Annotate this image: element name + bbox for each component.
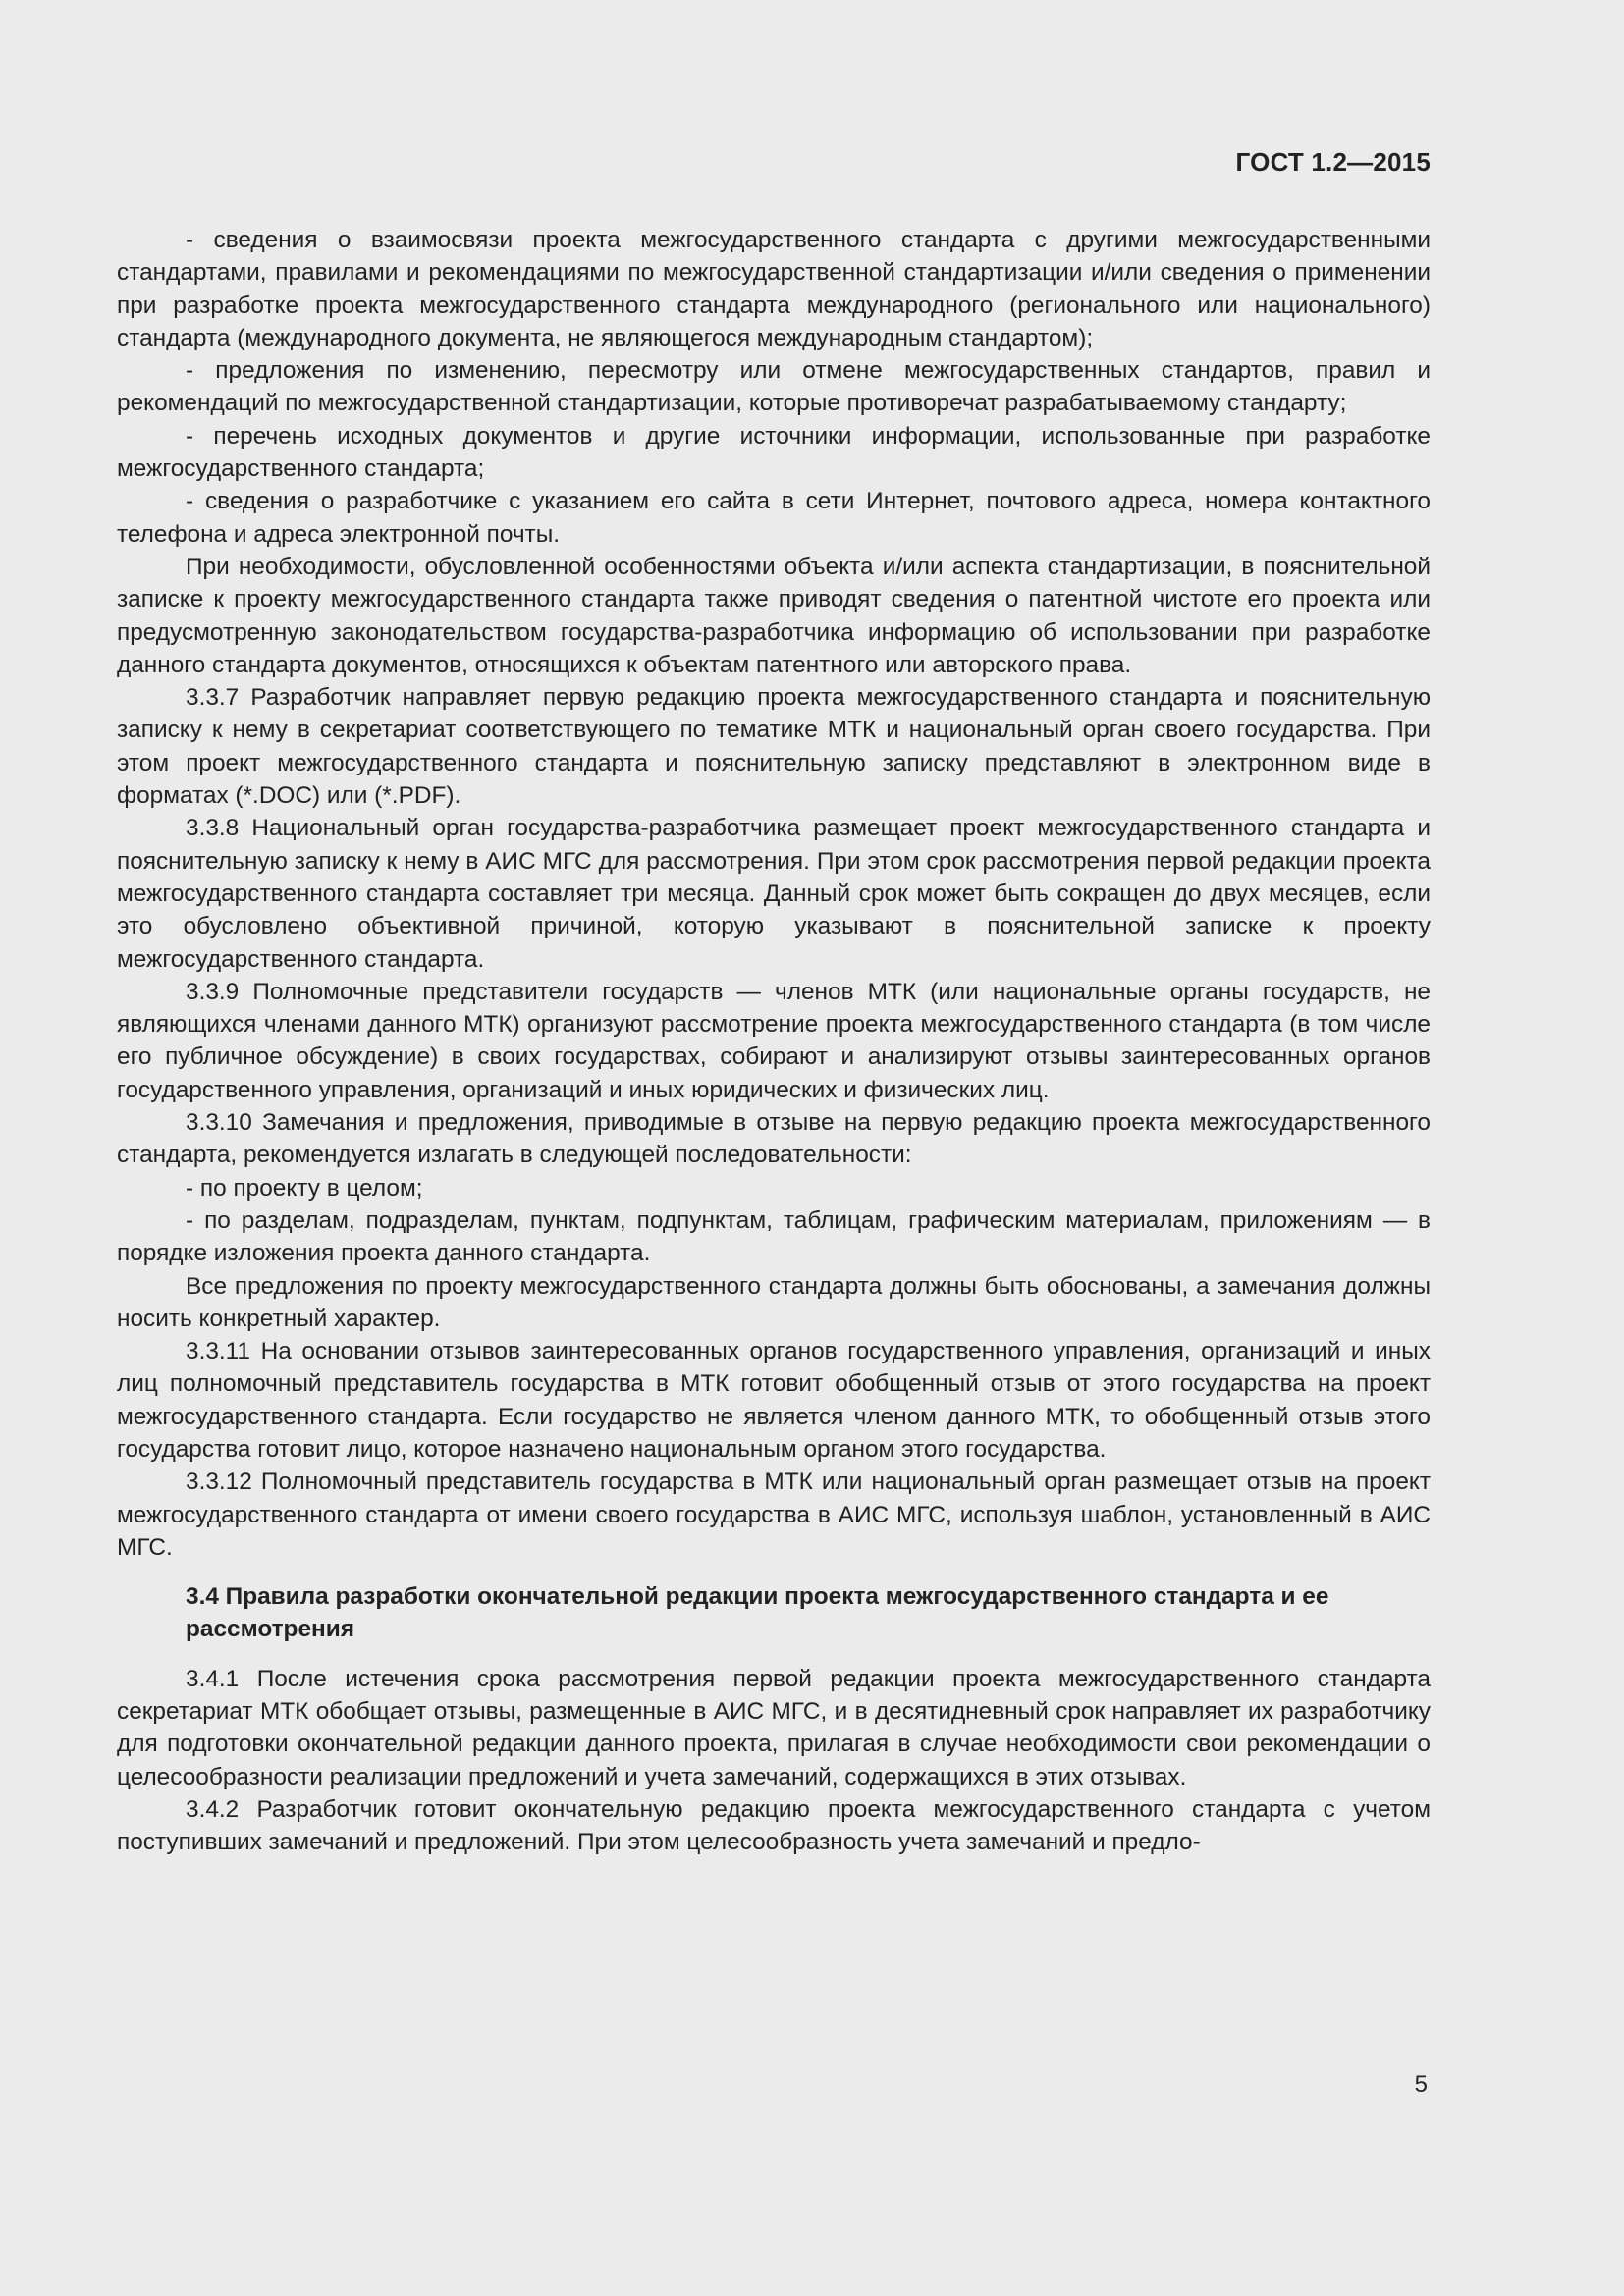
paragraph: Все предложения по проекту межгосударственного стандарта должны быть обоснованы, а замечания должны носить конкретный характер. xyxy=(117,1272,1431,1332)
paragraph: 3.3.10 Замечания и предложения, приводимые в отзыве на первую редакцию проекта межгосударственного стандарта, рекомендуется излагать в следующей последовательности: xyxy=(117,1109,1431,1169)
paragraph: При необходимости, обусловленной особенностями объекта и/или аспекта стандартизации, в пояснительной записке к проекту межгосударственного стандарта также приводят сведения о патентной чистоте его проекта или предусмотренную законодательством государства-разработчика информацию об использовании при разработке данного стандарта документов, относящихся к объектам патентного или авторского права. xyxy=(117,553,1431,678)
paragraph: 3.3.12 Полномочный представитель государства в МТК или национальный орган размещает отзыв на проект межгосударственного стандарта от имени своего государства в АИС МГС, используя шаблон, установленный в АИС МГС. xyxy=(117,1468,1431,1561)
section-heading: 3.4 Правила разработки окончательной редакции проекта межгосударственного стандарта и ее рассмотрения xyxy=(186,1583,1329,1643)
paragraph: 3.3.7 Разработчик направляет первую редакцию проекта межгосударственного стандарта и пояснительную записку к нему в секретариат соответствующего по тематике МТК и национальный орган своего государства. При этом проект межгосударственного стандарта и пояснительную записку представляют в электронном виде в форматах (*.DOC) или (*.PDF). xyxy=(117,684,1431,810)
paragraph: 3.3.11 На основании отзывов заинтересованных органов государственного управления, организаций и иных лиц полномочный представитель государства в МТК готовит обобщенный отзыв от этого государства на проект межгосударственного стандарта. Если государство не является членом данного МТК, то обобщенный отзыв этого государства готовит лицо, которое назначено национальным органом этого государства. xyxy=(117,1338,1431,1463)
paragraph: 3.4.1 После истечения срока рассмотрения первой редакции проекта межгосударственного стандарта секретариат МТК обобщает отзывы, размещенные в АИС МГС, и в десятидневный срок направляет их разработчику для подготовки окончательной редакции данного проекта, прилагая в случае необходимости свои рекомендации о целесообразности реализации предложений и учета замечаний, содержащихся в этих отзывах. xyxy=(117,1665,1431,1790)
paragraph: 3.4.2 Разработчик готовит окончательную редакцию проекта межгосударственного стандарта с учетом поступивших замечаний и предложений. При этом целесообразность учета замечаний и предло- xyxy=(117,1795,1431,1856)
paragraph: - предложения по изменению, пересмотру или отмене межгосударственных стандартов, правил и рекомендаций по межгосударственной стандартизации, которые противоречат разрабатываемому стандарту; xyxy=(117,357,1431,417)
paragraph: 3.3.9 Полномочные представители государств — членов МТК (или национальные органы государств, не являющихся членами данного МТК) организуют рассмотрение проекта межгосударственного стандарта (в том числе его публичное обсуждение) в своих государствах, собирают и анализируют отзывы заинтересованных органов государственного управления, организаций и иных юридических и физических лиц. xyxy=(117,978,1431,1103)
document-body xyxy=(117,224,1431,1859)
paragraph: 3.3.8 Национальный орган государства-разработчика размещает проект межгосударственного стандарта и пояснительную записку к нему в АИС МГС для рассмотрения. При этом срок рассмотрения первой редакции проекта межгосударственного стандарта составляет три месяца. Данный срок может быть сокращен до двух месяцев, если это обусловлено объективной причиной, которую указывают в пояснительной записке к проекту межгосударственного стандарта. xyxy=(117,815,1431,973)
paragraph: - по разделам, подразделам, пунктам, подпунктам, таблицам, графическим материалам, приложениям — в порядке изложения проекта данного стандарта. xyxy=(117,1206,1431,1267)
document-code: ГОСТ 1.2—2015 xyxy=(1235,147,1431,177)
paragraph: - перечень исходных документов и другие источники информации, использованные при разработке межгосударственного стандарта; xyxy=(117,422,1431,483)
paragraph: - сведения о взаимосвязи проекта межгосударственного стандарта с другими межгосударственными стандартами, правилами и рекомендациями по межгосударственной стандартизации и/или сведения о применении при разработке проекта межгосударственного стандарта международного (регионального или национального) стандарта (международного документа, не являющегося международным стандартом); xyxy=(117,227,1431,351)
paragraph: - сведения о разработчике с указанием его сайта в сети Интернет, почтового адреса, номера контактного телефона и адреса электронной почты. xyxy=(117,488,1431,548)
paragraph: - по проекту в целом; xyxy=(186,1174,423,1201)
page-number: 5 xyxy=(1414,2071,1428,2098)
